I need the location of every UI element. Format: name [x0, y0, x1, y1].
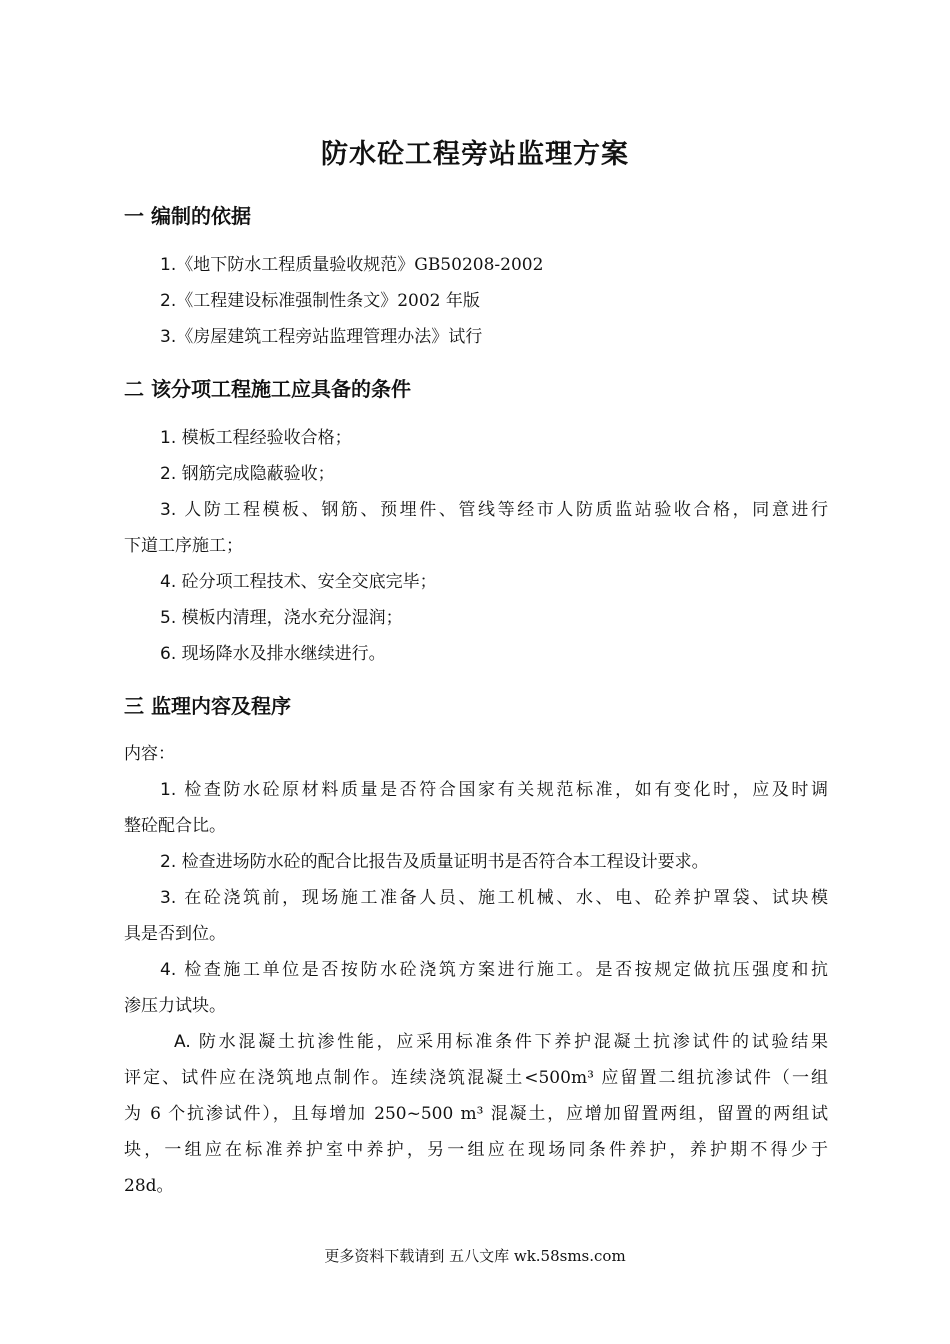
- list-item: 4. 砼分项工程技术、安全交底完毕；: [160, 572, 437, 592]
- section3-intro: 内容：: [124, 744, 175, 764]
- sub-item-a-line: 块，一组应在标准养护室中养护，另一组应在现场同条件养护，养护期不得少于: [124, 1140, 828, 1160]
- list-item: 1. 模板工程经验收合格；: [160, 428, 352, 448]
- list-item: 5. 模板内清理，浇水充分湿润；: [160, 608, 403, 628]
- list-item-continuation: 渗压力试块。: [124, 996, 226, 1016]
- list-item: 2. 检查进场防水砼的配合比报告及质量证明书是否符合本工程设计要求。: [160, 852, 709, 872]
- list-item-continuation: 整砼配合比。: [124, 816, 226, 836]
- list-item: 1. 检查防水砼原材料质量是否符合国家有关规范标准，如有变化时，应及时调: [160, 780, 829, 800]
- section3-heading: 三 监理内容及程序: [124, 694, 291, 718]
- sub-item-a-line: 评定、试件应在浇筑地点制作。连续浇筑混凝土<500m³ 应留置二组抗渗试件（一组: [124, 1068, 828, 1088]
- page-title: 防水砼工程旁站监理方案: [321, 139, 629, 170]
- list-item: 3. 在砼浇筑前，现场施工准备人员、施工机械、水、电、砼养护罩袋、试块模: [160, 888, 829, 908]
- list-item: 2. 钢筋完成隐蔽验收；: [160, 464, 335, 484]
- footer-text: 更多资料下载请到 五八文库 wk.58sms.com: [324, 1247, 626, 1265]
- list-item: 1.《地下防水工程质量验收规范》GB50208-2002: [160, 255, 544, 275]
- section2-heading: 二 该分项工程施工应具备的条件: [124, 377, 411, 401]
- list-item-continuation: 下道工序施工；: [124, 536, 243, 556]
- list-item: 3. 人防工程模板、钢筋、预埋件、管线等经市人防质监站验收合格，同意进行: [160, 500, 829, 520]
- section1-heading: 一 编制的依据: [124, 204, 251, 228]
- sub-item-a-line: 为 6 个抗渗试件），且每增加 250~500 m³ 混凝土，应增加留置两组，留置的两组试: [124, 1104, 828, 1124]
- list-item: 6. 现场降水及排水继续进行。: [160, 644, 386, 664]
- list-item: 4. 检查施工单位是否按防水砼浇筑方案进行施工。是否按规定做抗压强度和抗: [160, 960, 829, 980]
- list-item: 3.《房屋建筑工程旁站监理管理办法》试行: [160, 327, 483, 347]
- list-item-continuation: 具是否到位。: [124, 924, 226, 944]
- sub-item-a: A. 防水混凝土抗渗性能，应采用标准条件下养护混凝土抗渗试件的试验结果: [174, 1032, 829, 1052]
- list-item: 2.《工程建设标准强制性条文》2002 年版: [160, 291, 480, 311]
- sub-item-a-line: 28d。: [124, 1176, 174, 1196]
